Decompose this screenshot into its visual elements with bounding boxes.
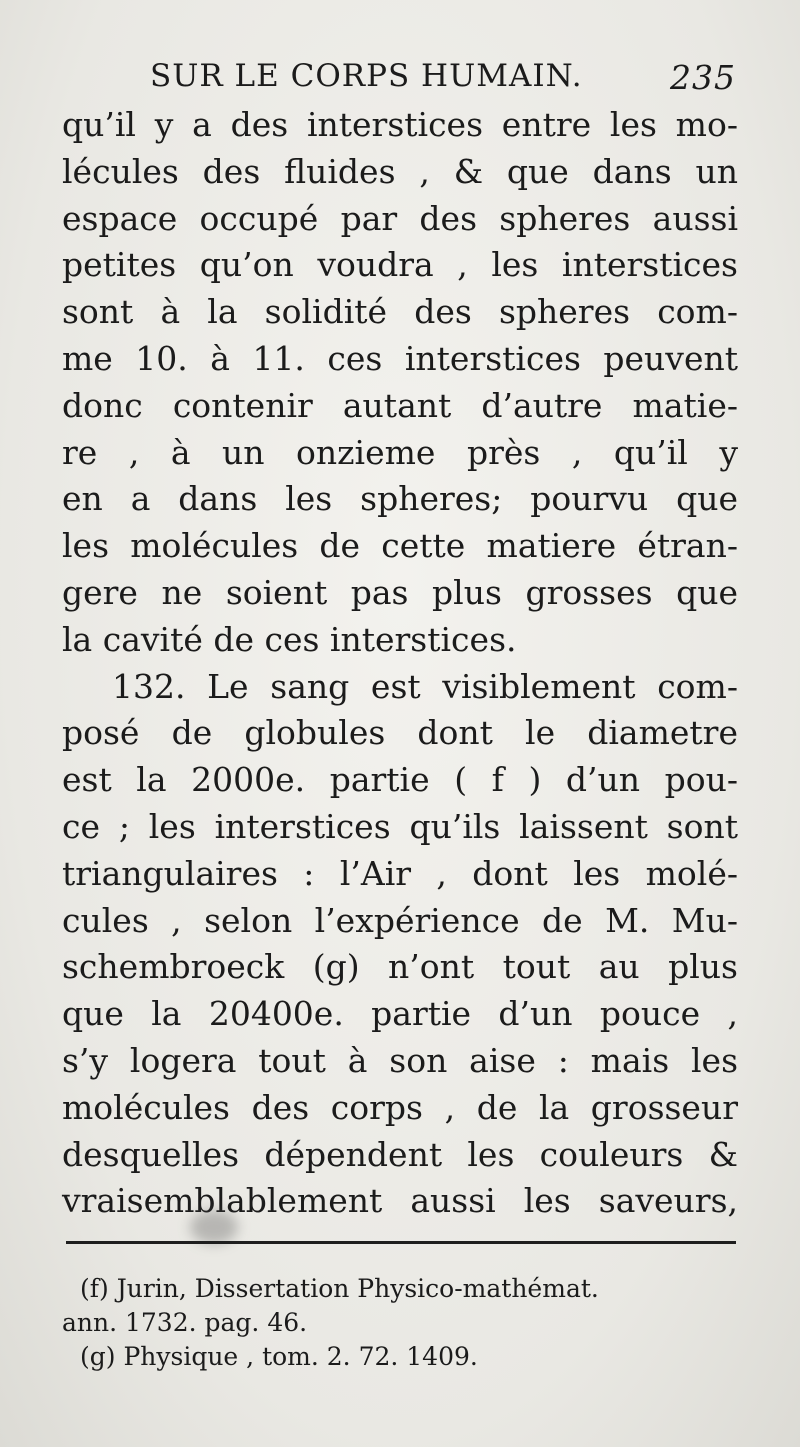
ink-stain: [190, 1210, 238, 1244]
text-line: posé de globules dont le diametre: [62, 713, 738, 753]
paragraph-start-line: 132. Le sang est visiblement com-: [112, 666, 738, 706]
footnote-rule: [66, 1241, 736, 1244]
footnote-g: (g) Physique , tom. 2. 72. 1409.: [80, 1342, 478, 1371]
text-line: les molécules de cette matiere étran-: [62, 526, 738, 566]
text-line: lécules des fluides , & que dans un: [62, 151, 738, 191]
text-line: que la 20400e. partie d’un pouce ,: [62, 994, 738, 1034]
running-head: [150, 58, 740, 102]
text-line: espace occupé par des spheres aussi: [62, 198, 738, 238]
text-line: la cavité de ces interstices.: [62, 619, 517, 659]
text-line: s’y logera tout à son aise : mais les: [62, 1040, 738, 1080]
text-line: triangulaires : l’Air , dont les molé-: [62, 853, 738, 893]
text-line: re , à un onzieme près , qu’il y: [62, 432, 738, 472]
text-line: en a dans les spheres; pourvu que: [62, 479, 738, 519]
footnote-f: (f) Jurin, Dissertation Physico-mathémat.: [80, 1274, 599, 1303]
text-line: donc contenir autant d’autre matie-: [62, 385, 738, 425]
body-text: [62, 102, 738, 1225]
text-line: gere ne soient pas plus grosses que: [62, 572, 738, 612]
text-line: petites qu’on voudra , les interstices: [62, 245, 738, 285]
text-line: me 10. à 11. ces interstices peuvent: [62, 338, 738, 378]
text-line: qu’il y a des interstices entre les mo-: [62, 105, 738, 144]
footnotes: [62, 1272, 742, 1374]
text-line: molécules des corps , de la grosseur: [62, 1087, 738, 1127]
text-line: sont à la solidité des spheres com-: [62, 292, 738, 332]
text-line: cules , selon l’expérience de M. Mu-: [62, 900, 738, 940]
text-line: desquelles dépendent les couleurs &: [62, 1134, 738, 1174]
text-line: schembroeck (g) n’ont tout au plus: [62, 947, 738, 987]
text-line: est la 2000e. partie ( f ) d’un pou-: [62, 760, 738, 800]
text-line: vraisemblablement aussi les saveurs,: [62, 1181, 738, 1221]
running-title: SUR LE CORPS HUMAIN.: [150, 58, 583, 94]
footnote-f-continuation: ann. 1732. pag. 46.: [62, 1308, 308, 1337]
text-line: ce ; les interstices qu’ils laissent sont: [62, 806, 738, 846]
page-number: 235: [670, 58, 736, 97]
